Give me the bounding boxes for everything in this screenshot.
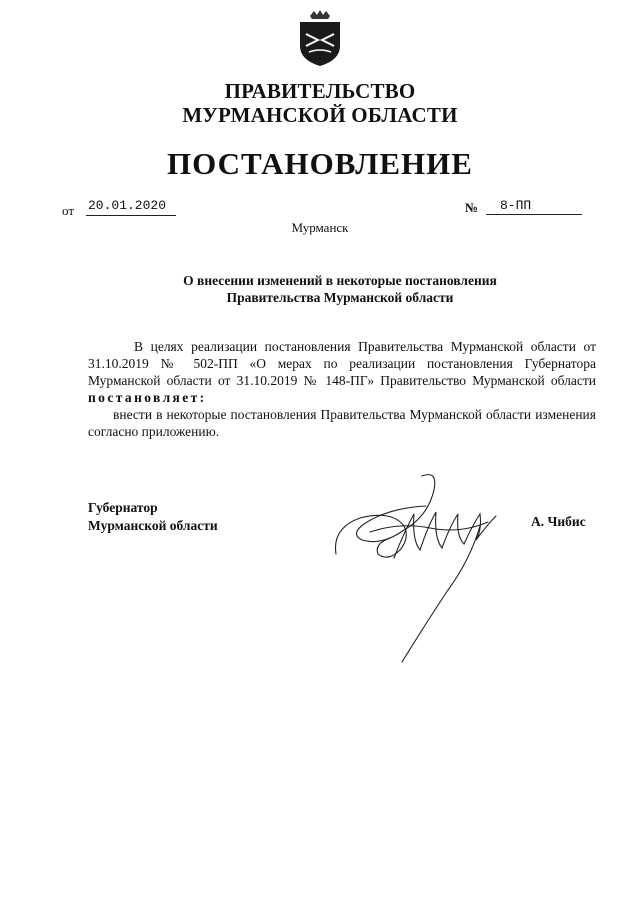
government-title-line1: ПРАВИТЕЛЬСТВО <box>224 79 416 103</box>
body-paragraph-1-text: В целях реализации постановления Правительства Мурманской области от 31.10.2019 № 502-ПП «О мерах по реализации постановления Губернатора Мурманской области от 31.10.2019 № 148-ПГ» Правительство Мурманской области <box>88 339 596 388</box>
signatory-position-line1: Губернатор <box>88 500 158 515</box>
handwritten-signature <box>330 470 510 670</box>
coat-of-arms-icon <box>292 8 348 68</box>
subject-line2: Правительства Мурманской области <box>226 290 454 305</box>
government-title-line2: МУРМАНСКОЙ ОБЛАСТИ <box>182 103 458 127</box>
signatory-position-line2: Мурманской области <box>88 518 218 533</box>
body-paragraph-1 <box>88 338 596 406</box>
number-prefix: № <box>465 200 479 215</box>
document-type-title: ПОСТАНОВЛЕНИЕ <box>167 146 473 181</box>
document-number: 8-ПП <box>486 198 582 215</box>
subject-line1: О внесении изменений в некоторые постановления <box>183 273 497 288</box>
resolves-keyword: постановляет: <box>88 390 207 405</box>
document-date: 20.01.2020 <box>86 198 176 216</box>
signatory-name: А. Чибис <box>531 514 586 529</box>
date-prefix: от <box>62 203 75 218</box>
signatory-position <box>88 499 218 535</box>
city-name: Мурманск <box>291 220 349 235</box>
body-paragraph-2: внести в некоторые постановления Правительства Мурманской области изменения согласно приложению. <box>88 407 596 439</box>
